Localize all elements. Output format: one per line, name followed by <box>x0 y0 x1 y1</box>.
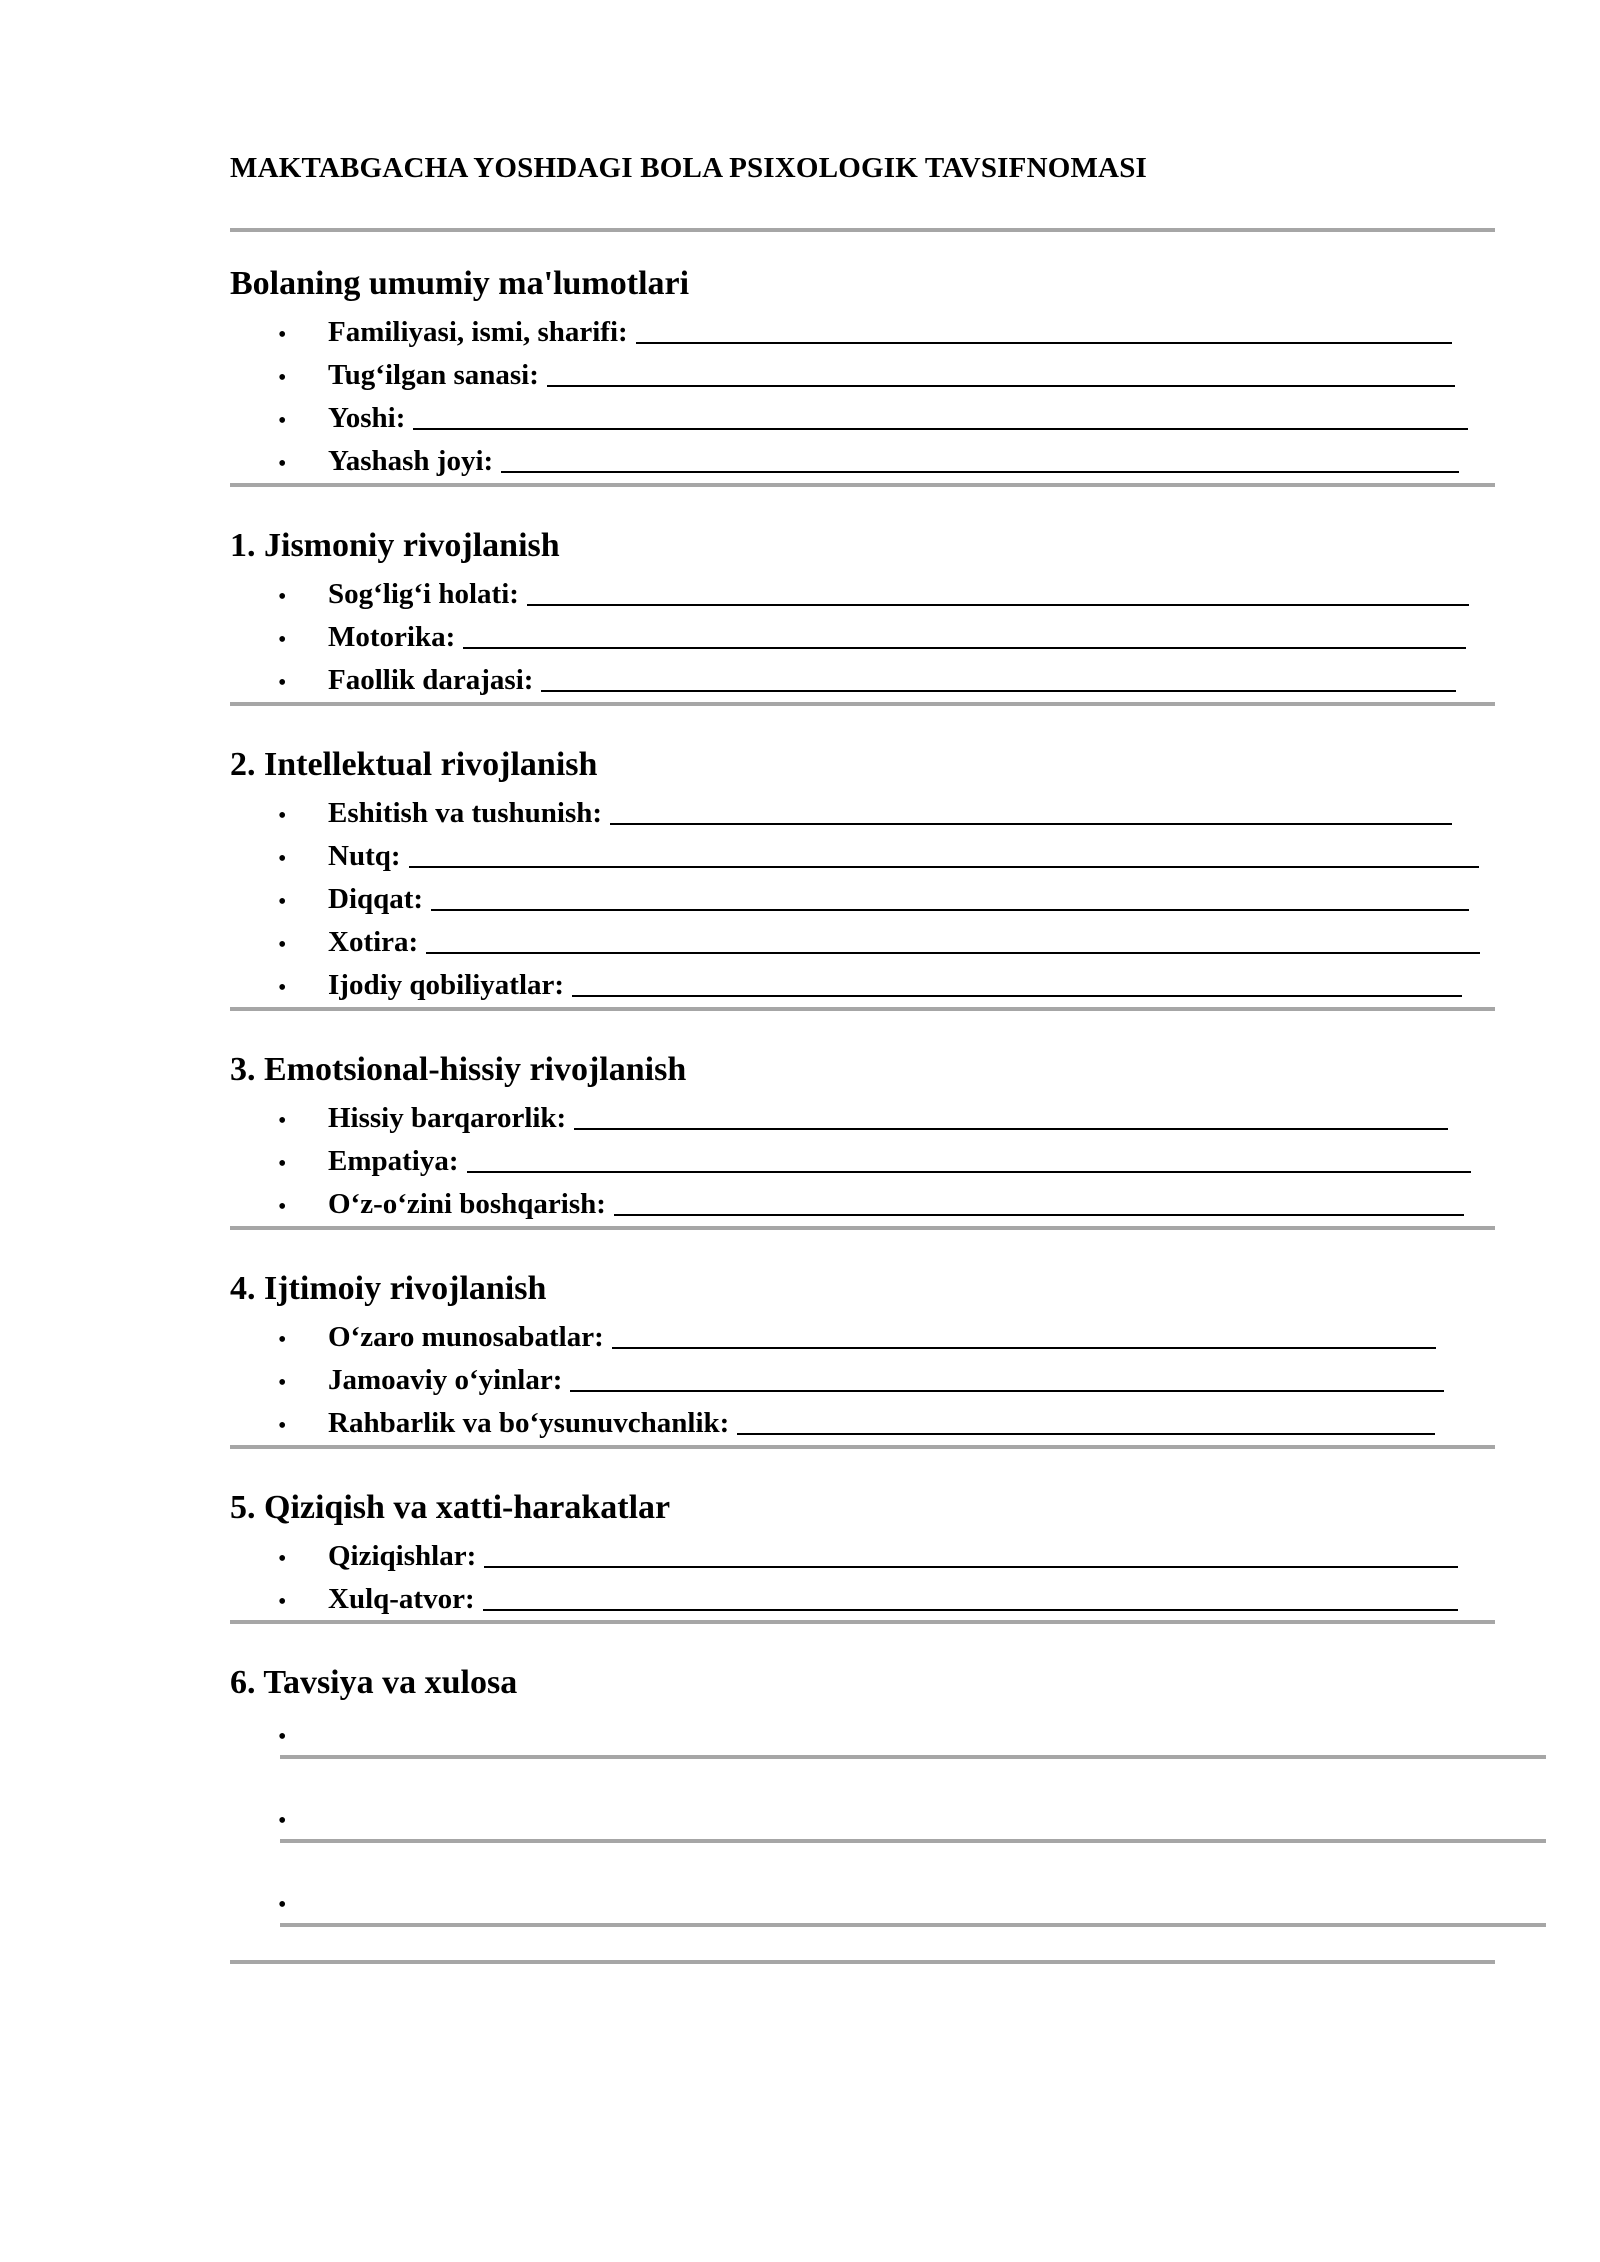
field-creative <box>230 961 1495 1004</box>
motor-input[interactable] <box>463 647 1466 649</box>
bullet-icon: • <box>278 451 287 477</box>
field-label: Xotira: <box>328 926 419 958</box>
recommendation-item <box>230 1875 1495 1959</box>
leadership-input[interactable] <box>737 1433 1435 1435</box>
section-divider <box>230 702 1495 706</box>
bullet-icon: • <box>278 846 287 872</box>
attention-input[interactable] <box>431 909 1469 911</box>
bullet-icon: • <box>278 1108 287 1134</box>
field-group-games <box>230 1356 1495 1399</box>
field-leadership <box>230 1399 1495 1442</box>
recommendation-input[interactable] <box>280 1755 1546 1759</box>
section-divider <box>230 1445 1495 1449</box>
field-label: O‘z-o‘zini boshqarish: <box>328 1188 606 1220</box>
field-label: O‘zaro munosabatlar: <box>328 1321 604 1353</box>
address-input[interactable] <box>501 471 1459 473</box>
bullet-icon: • <box>278 1327 287 1353</box>
section-general-info <box>230 264 1495 480</box>
section-divider <box>230 1007 1495 1011</box>
bullet-icon: • <box>278 627 287 653</box>
bullet-icon: • <box>278 975 287 1001</box>
field-label: Motorika: <box>328 621 456 653</box>
field-attention <box>230 875 1495 918</box>
section-title: 2. Intellektual rivojlanish <box>230 746 598 783</box>
field-interests <box>230 1532 1495 1575</box>
bullet-icon: • <box>278 1724 287 1750</box>
bullet-icon: • <box>278 1370 287 1396</box>
section-title: 1. Jismoniy rivojlanish <box>230 527 560 564</box>
speech-input[interactable] <box>409 866 1479 868</box>
field-self-control <box>230 1180 1495 1223</box>
field-label: Qiziqishlar: <box>328 1540 477 1572</box>
full-name-input[interactable] <box>636 342 1452 344</box>
field-address <box>230 437 1495 480</box>
field-label: Jamoaviy o‘yinlar: <box>328 1364 563 1396</box>
bullet-icon: • <box>278 1892 287 1918</box>
bullet-icon: • <box>278 408 287 434</box>
field-speech <box>230 832 1495 875</box>
interests-input[interactable] <box>484 1566 1458 1568</box>
bullet-icon: • <box>278 1151 287 1177</box>
closing-divider <box>230 1960 1495 1964</box>
field-label: Diqqat: <box>328 883 424 915</box>
field-birth-date <box>230 351 1495 394</box>
recommendation-item <box>230 1707 1495 1791</box>
section-emotional <box>230 1050 1495 1223</box>
section-divider <box>230 483 1495 487</box>
field-behavior <box>230 1575 1495 1618</box>
field-empathy <box>230 1137 1495 1180</box>
field-label: Yashash joyi: <box>328 445 494 477</box>
field-label: Empatiya: <box>328 1145 459 1177</box>
field-hearing <box>230 789 1495 832</box>
section-title: Bolaning umumiy ma'lumotlari <box>230 265 690 302</box>
field-label: Eshitish va tushunish: <box>328 797 603 829</box>
field-label: Hissiy barqarorlik: <box>328 1102 567 1134</box>
empathy-input[interactable] <box>467 1171 1471 1173</box>
field-health <box>230 570 1495 613</box>
recommendation-input[interactable] <box>280 1839 1546 1843</box>
field-motor <box>230 613 1495 656</box>
field-label: Ijodiy qobiliyatlar: <box>328 969 565 1001</box>
field-stability <box>230 1094 1495 1137</box>
recommendation-input[interactable] <box>280 1923 1546 1927</box>
hearing-input[interactable] <box>610 823 1452 825</box>
bullet-icon: • <box>278 1194 287 1220</box>
field-memory <box>230 918 1495 961</box>
section-title: 4. Ijtimoiy rivojlanish <box>230 1270 547 1307</box>
age-input[interactable] <box>413 428 1468 430</box>
health-input[interactable] <box>527 604 1469 606</box>
field-relationships <box>230 1313 1495 1356</box>
section-title: 5. Qiziqish va xatti-harakatlar <box>230 1489 671 1526</box>
section-physical <box>230 526 1495 699</box>
birth-date-input[interactable] <box>547 385 1455 387</box>
group-games-input[interactable] <box>570 1390 1444 1392</box>
bullet-icon: • <box>278 584 287 610</box>
field-label: Nutq: <box>328 840 401 872</box>
section-divider <box>230 1620 1495 1624</box>
relationships-input[interactable] <box>612 1347 1436 1349</box>
bullet-icon: • <box>278 365 287 391</box>
field-label: Sog‘lig‘i holati: <box>328 578 519 610</box>
bullet-icon: • <box>278 889 287 915</box>
memory-input[interactable] <box>426 952 1480 954</box>
field-label: Yoshi: <box>328 402 406 434</box>
bullet-icon: • <box>278 932 287 958</box>
behavior-input[interactable] <box>483 1609 1458 1611</box>
bullet-icon: • <box>278 322 287 348</box>
field-full-name <box>230 308 1495 351</box>
field-age <box>230 394 1495 437</box>
section-social <box>230 1269 1495 1442</box>
recommendation-item <box>230 1791 1495 1875</box>
section-divider <box>230 1226 1495 1230</box>
section-title: 3. Emotsional-hissiy rivojlanish <box>230 1051 687 1088</box>
bullet-icon: • <box>278 670 287 696</box>
field-label: Faollik darajasi: <box>328 664 534 696</box>
section-title: 6. Tavsiya va xulosa <box>230 1664 518 1701</box>
field-label: Tug‘ilgan sanasi: <box>328 359 539 391</box>
field-activity <box>230 656 1495 699</box>
activity-input[interactable] <box>541 690 1456 692</box>
title-divider <box>230 228 1495 232</box>
field-label: Xulq-atvor: <box>328 1583 475 1615</box>
creative-input[interactable] <box>572 995 1462 997</box>
field-label: Rahbarlik va bo‘ysunuvchanlik: <box>328 1407 730 1439</box>
field-label: Familiyasi, ismi, sharifi: <box>328 316 628 348</box>
bullet-icon: • <box>278 1546 287 1572</box>
bullet-icon: • <box>278 1413 287 1439</box>
section-intellectual <box>230 745 1495 1004</box>
self-control-input[interactable] <box>614 1214 1464 1216</box>
section-recommendations <box>230 1663 1495 1959</box>
stability-input[interactable] <box>574 1128 1448 1130</box>
bullet-icon: • <box>278 1589 287 1615</box>
document-title: MAKTABGACHA YOSHDAGI BOLA PSIXOLOGIK TAVSIFNOMASI <box>230 152 1148 184</box>
bullet-icon: • <box>278 803 287 829</box>
section-interests <box>230 1488 1495 1618</box>
bullet-icon: • <box>278 1808 287 1834</box>
